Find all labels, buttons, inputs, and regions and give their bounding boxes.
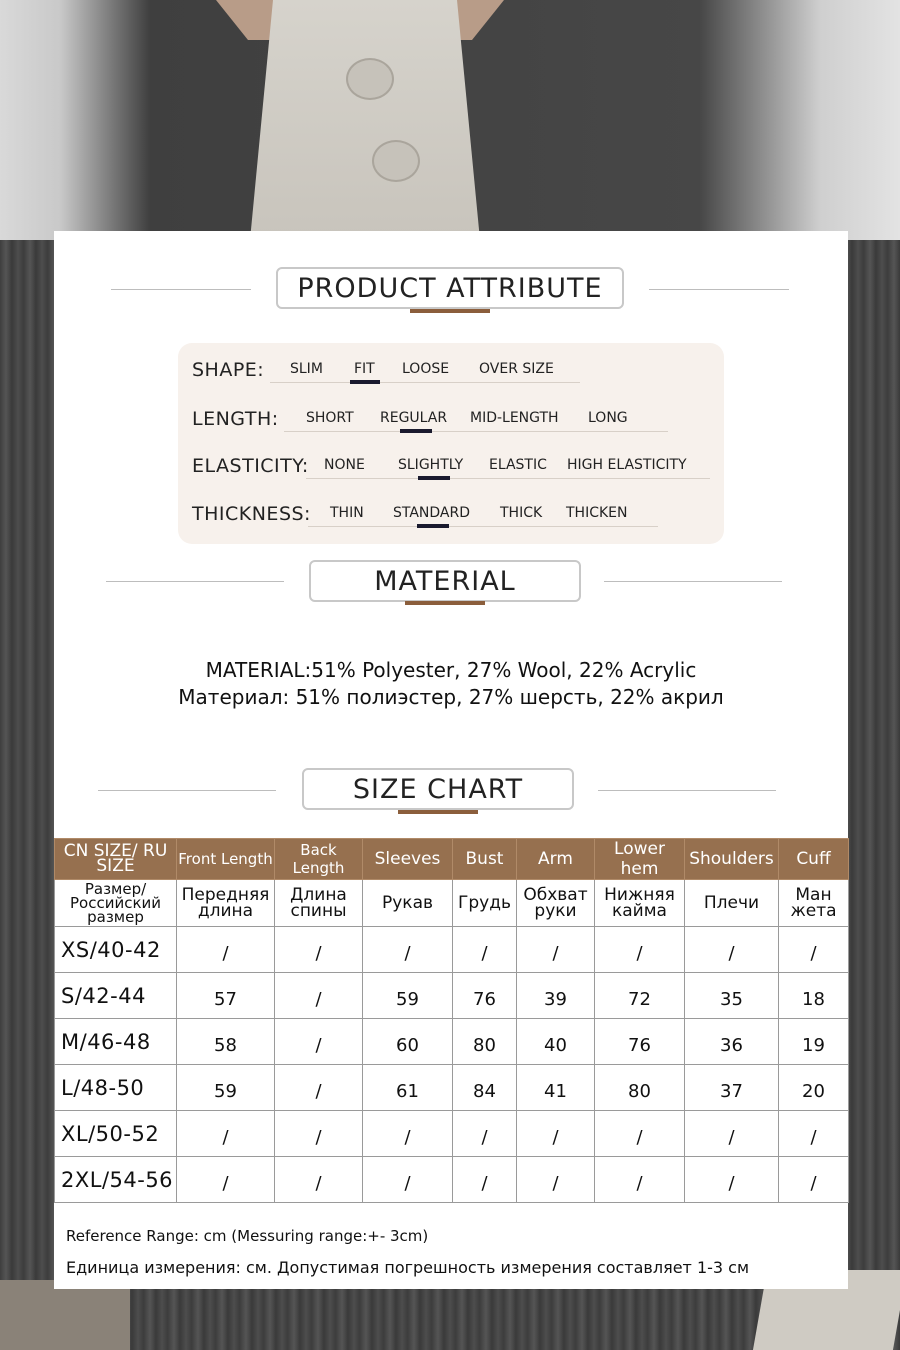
photo-collar-button bbox=[372, 140, 420, 182]
table-header-cell: Рукав bbox=[363, 880, 453, 927]
table-header-cell: Front Length bbox=[177, 839, 275, 880]
table-cell: / bbox=[685, 1157, 779, 1203]
table-header-cell: Нижняя кайма bbox=[595, 880, 685, 927]
heading-line-left bbox=[106, 581, 284, 582]
heading-line-right bbox=[598, 790, 776, 791]
table-cell: / bbox=[453, 927, 517, 973]
table-header-row-en bbox=[55, 839, 849, 880]
attr-option-selected: FIT bbox=[354, 361, 375, 377]
table-cell: / bbox=[779, 927, 849, 973]
table-cell: / bbox=[779, 1157, 849, 1203]
table-cell: / bbox=[517, 927, 595, 973]
table-cell: / bbox=[685, 1111, 779, 1157]
attr-option: MID-LENGTH bbox=[470, 410, 559, 426]
table-cell: / bbox=[177, 1111, 275, 1157]
table-cell: / bbox=[275, 1065, 363, 1111]
table-cell: 76 bbox=[453, 973, 517, 1019]
attr-row-elasticity bbox=[178, 451, 724, 481]
table-cell: 84 bbox=[453, 1065, 517, 1111]
size-cell: M/46-48 bbox=[55, 1019, 177, 1065]
attr-option-selected: SLIGHTLY bbox=[398, 457, 464, 473]
table-cell: 57 bbox=[177, 973, 275, 1019]
selected-marker bbox=[418, 476, 450, 480]
table-cell: / bbox=[595, 1111, 685, 1157]
table-cell: 39 bbox=[517, 973, 595, 1019]
table-cell: 60 bbox=[363, 1019, 453, 1065]
material-line-ru: Материал: 51% полиэстер, 27% шерсть, 22% акрил bbox=[178, 685, 724, 709]
attr-option: HIGH ELASTICITY bbox=[567, 457, 687, 473]
product-info-card bbox=[54, 231, 848, 1289]
size-cell: L/48-50 bbox=[55, 1065, 177, 1111]
attr-option: NONE bbox=[324, 457, 365, 473]
table-cell: 35 bbox=[685, 973, 779, 1019]
attr-option: OVER SIZE bbox=[479, 361, 554, 377]
table-header-cell: Sleeves bbox=[363, 839, 453, 880]
table-header-cell: Back Length bbox=[275, 839, 363, 880]
table-cell: / bbox=[363, 1157, 453, 1203]
table-row bbox=[55, 1065, 849, 1111]
table-cell: 80 bbox=[453, 1019, 517, 1065]
attr-option-selected: REGULAR bbox=[380, 410, 448, 426]
table-cell: 59 bbox=[177, 1065, 275, 1111]
attr-baseline bbox=[306, 478, 710, 479]
table-cell: / bbox=[517, 1157, 595, 1203]
table-header-cell: Arm bbox=[517, 839, 595, 880]
table-cell: 20 bbox=[779, 1065, 849, 1111]
table-cell: 76 bbox=[595, 1019, 685, 1065]
table-cell: 61 bbox=[363, 1065, 453, 1111]
table-cell: / bbox=[177, 1157, 275, 1203]
table-cell: / bbox=[275, 973, 363, 1019]
heading-accent bbox=[398, 810, 478, 814]
table-cell: / bbox=[275, 1019, 363, 1065]
table-cell: 36 bbox=[685, 1019, 779, 1065]
heading-accent bbox=[405, 601, 485, 605]
table-row bbox=[55, 973, 849, 1019]
size-cell: S/42-44 bbox=[55, 973, 177, 1019]
table-header-cell: CN SIZE/ RU SIZE bbox=[55, 839, 177, 880]
size-cell: XL/50-52 bbox=[55, 1111, 177, 1157]
attr-baseline bbox=[270, 382, 580, 383]
selected-marker bbox=[350, 380, 380, 384]
table-cell: 37 bbox=[685, 1065, 779, 1111]
table-cell: 80 bbox=[595, 1065, 685, 1111]
reference-note-en: Reference Range: cm (Messuring range:+- 3cm) bbox=[66, 1227, 429, 1245]
attr-option: THICK bbox=[500, 505, 543, 521]
heading-line-right bbox=[604, 581, 782, 582]
table-cell: / bbox=[363, 927, 453, 973]
table-header-cell: Shoulders bbox=[685, 839, 779, 880]
attr-row-thickness bbox=[178, 499, 724, 529]
attr-label: SHAPE: bbox=[192, 359, 265, 381]
size-cell: 2XL/54-56 bbox=[55, 1157, 177, 1203]
attr-option: THICKEN bbox=[566, 505, 628, 521]
attr-row-shape bbox=[178, 355, 724, 385]
table-header-row-ru bbox=[55, 880, 849, 927]
table-header-cell: Cuff bbox=[779, 839, 849, 880]
table-cell: / bbox=[275, 1111, 363, 1157]
photo-hand-left bbox=[0, 1280, 130, 1350]
table-cell: / bbox=[595, 1157, 685, 1203]
table-cell: / bbox=[779, 1111, 849, 1157]
table-cell: 59 bbox=[363, 973, 453, 1019]
table-cell: / bbox=[275, 1157, 363, 1203]
heading-accent bbox=[410, 309, 490, 313]
size-cell: XS/40-42 bbox=[55, 927, 177, 973]
table-cell: / bbox=[595, 927, 685, 973]
attr-label: THICKNESS: bbox=[192, 503, 311, 525]
selected-marker bbox=[417, 524, 449, 528]
table-header-cell: Обхват руки bbox=[517, 880, 595, 927]
attribute-panel bbox=[178, 343, 724, 544]
table-header-cell: Ман жета bbox=[779, 880, 849, 927]
table-header-cell: Размер/ Российский размер bbox=[55, 880, 177, 927]
attr-option: LOOSE bbox=[402, 361, 450, 377]
material-line-en: MATERIAL:51% Polyester, 27% Wool, 22% Acrylic bbox=[205, 658, 697, 682]
table-cell: / bbox=[517, 1111, 595, 1157]
product-attribute-title: PRODUCT ATTRIBUTE bbox=[276, 267, 624, 309]
reference-note-ru: Единица измерения: см. Допустимая погрешность измерения составляет 1-3 см bbox=[66, 1258, 750, 1277]
table-cell: / bbox=[685, 927, 779, 973]
attr-label: ELASTICITY: bbox=[192, 455, 309, 477]
attr-row-length bbox=[178, 404, 724, 434]
attr-baseline bbox=[308, 526, 658, 527]
attr-baseline bbox=[284, 431, 668, 432]
table-cell: / bbox=[363, 1111, 453, 1157]
table-cell: 41 bbox=[517, 1065, 595, 1111]
material-title: MATERIAL bbox=[309, 560, 581, 602]
table-header-cell: Длина спины bbox=[275, 880, 363, 927]
table-cell: / bbox=[453, 1157, 517, 1203]
attr-label: LENGTH: bbox=[192, 408, 279, 430]
table-row bbox=[55, 1111, 849, 1157]
attr-option: SLIM bbox=[290, 361, 323, 377]
attr-option: LONG bbox=[588, 410, 628, 426]
attr-option: THIN bbox=[330, 505, 364, 521]
size-chart-title: SIZE CHART bbox=[302, 768, 574, 810]
table-header-cell: Плечи bbox=[685, 880, 779, 927]
table-row bbox=[55, 1157, 849, 1203]
table-cell: / bbox=[453, 1111, 517, 1157]
selected-marker bbox=[400, 429, 432, 433]
size-chart-table bbox=[54, 838, 849, 1203]
table-header-cell: Грудь bbox=[453, 880, 517, 927]
heading-line-left bbox=[111, 289, 251, 290]
attr-option-selected: STANDARD bbox=[393, 505, 471, 521]
table-cell: / bbox=[275, 927, 363, 973]
table-header-cell: Lower hem bbox=[595, 839, 685, 880]
attr-option: ELASTIC bbox=[489, 457, 547, 473]
photo-collar bbox=[250, 0, 480, 240]
heading-line-right bbox=[649, 289, 789, 290]
attr-option: SHORT bbox=[306, 410, 354, 426]
table-cell: 19 bbox=[779, 1019, 849, 1065]
table-row bbox=[55, 927, 849, 973]
table-cell: / bbox=[177, 927, 275, 973]
table-header-cell: Передняя длина bbox=[177, 880, 275, 927]
table-cell: 72 bbox=[595, 973, 685, 1019]
table-row bbox=[55, 1019, 849, 1065]
photo-collar-button bbox=[346, 58, 394, 100]
table-cell: 58 bbox=[177, 1019, 275, 1065]
table-header-cell: Bust bbox=[453, 839, 517, 880]
table-cell: 18 bbox=[779, 973, 849, 1019]
table-cell: 40 bbox=[517, 1019, 595, 1065]
heading-line-left bbox=[98, 790, 276, 791]
